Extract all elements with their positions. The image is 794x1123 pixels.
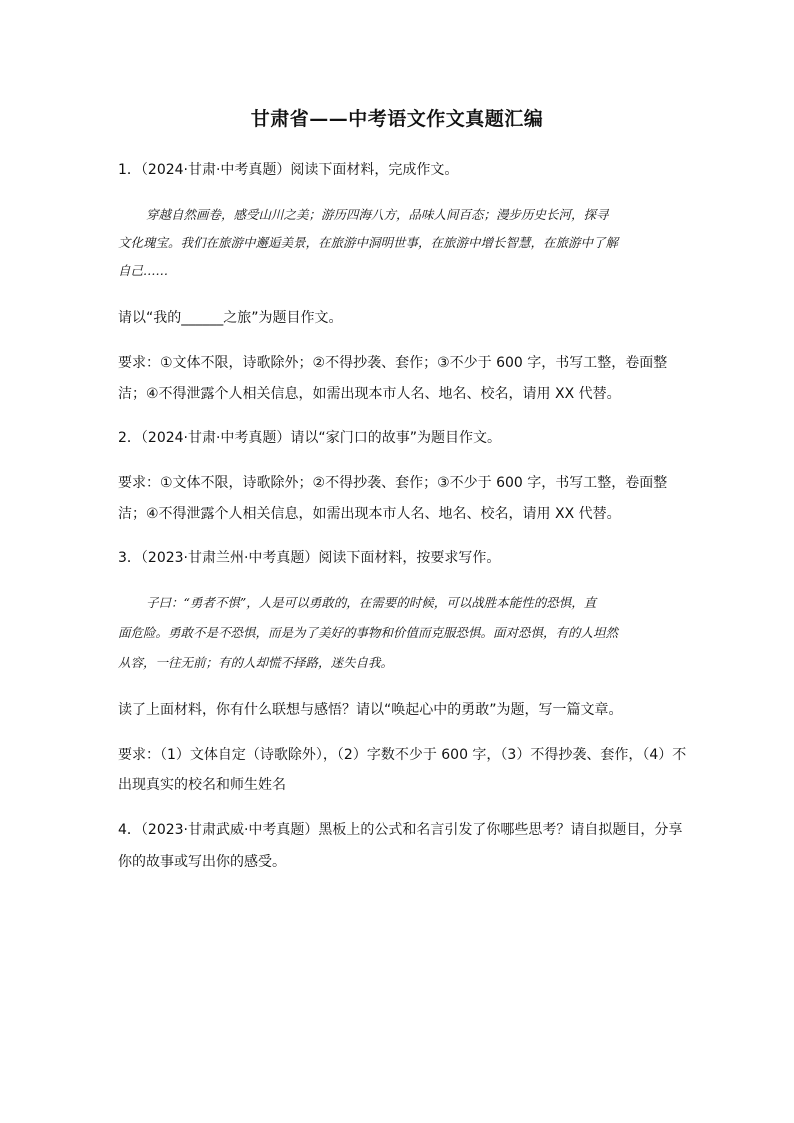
question-3-material-line: 从容，一往无前；有的人却慌不择路，迷失自我。	[118, 655, 394, 670]
question-2-heading: 2．（2024·甘肃·中考真题）请以“家门口的故事”为题目作文。	[118, 430, 501, 446]
question-3-requirements-line: 出现真实的校名和师生姓名	[118, 777, 286, 793]
question-1-material-line: 穿越自然画卷，感受山川之美；游历四海八方，品味人间百态；漫步历史长河，探寻	[146, 207, 609, 222]
question-1-material-line: 自己……	[118, 263, 169, 278]
question-3-material-line: 面危险。勇敢不是不恐惧，而是为了美好的事物和价值而克服恐惧。面对恐惧，有的人坦然	[118, 625, 619, 640]
page-title: 甘肃省——中考语文作文真题汇编	[250, 108, 544, 130]
question-3-prompt: 读了上面材料，你有什么联想与感悟？请以“唤起心中的勇敢”为题，写一篇文章。	[118, 702, 623, 718]
question-3-requirements-line: 要求：（1）文体自定（诗歌除外），（2）字数不少于 600 字，（3）不得抄袭、套作，（4）不	[118, 747, 687, 763]
question-2-requirements-line: 洁；④不得泄露个人相关信息，如需出现本市人名、地名、校名，请用 XX 代替。	[118, 506, 621, 522]
question-4-line: 4．（2023·甘肃武威·中考真题）黑板上的公式和名言引发了你哪些思考？请自拟题目，分享	[118, 822, 683, 838]
question-3-heading: 3．（2023·甘肃兰州·中考真题）阅读下面材料，按要求写作。	[118, 550, 501, 566]
question-4-line: 你的故事或写出你的感受。	[118, 854, 286, 870]
question-1-heading: 1．（2024·甘肃·中考真题）阅读下面材料，完成作文。	[118, 162, 459, 178]
question-1-requirements-line: 洁；④不得泄露个人相关信息，如需出现本市人名、地名、校名，请用 XX 代替。	[118, 386, 621, 402]
question-1-material-line: 文化瑰宝。我们在旅游中邂逅美景，在旅游中洞明世事，在旅游中增长智慧，在旅游中了解	[118, 235, 619, 250]
question-1-requirements-line: 要求：①文体不限，诗歌除外；②不得抄袭、套作；③不少于 600 字，书写工整，卷面整	[118, 355, 668, 371]
question-2-requirements-line: 要求：①文体不限，诗歌除外；②不得抄袭、套作；③不少于 600 字，书写工整，卷面整	[118, 475, 668, 491]
question-1-prompt: 请以“我的______之旅”为题目作文。	[118, 310, 343, 326]
question-3-material-line: 子曰：“勇者不惧”，人是可以勇敢的，在需要的时候，可以战胜本能性的恐惧，直	[146, 595, 597, 610]
